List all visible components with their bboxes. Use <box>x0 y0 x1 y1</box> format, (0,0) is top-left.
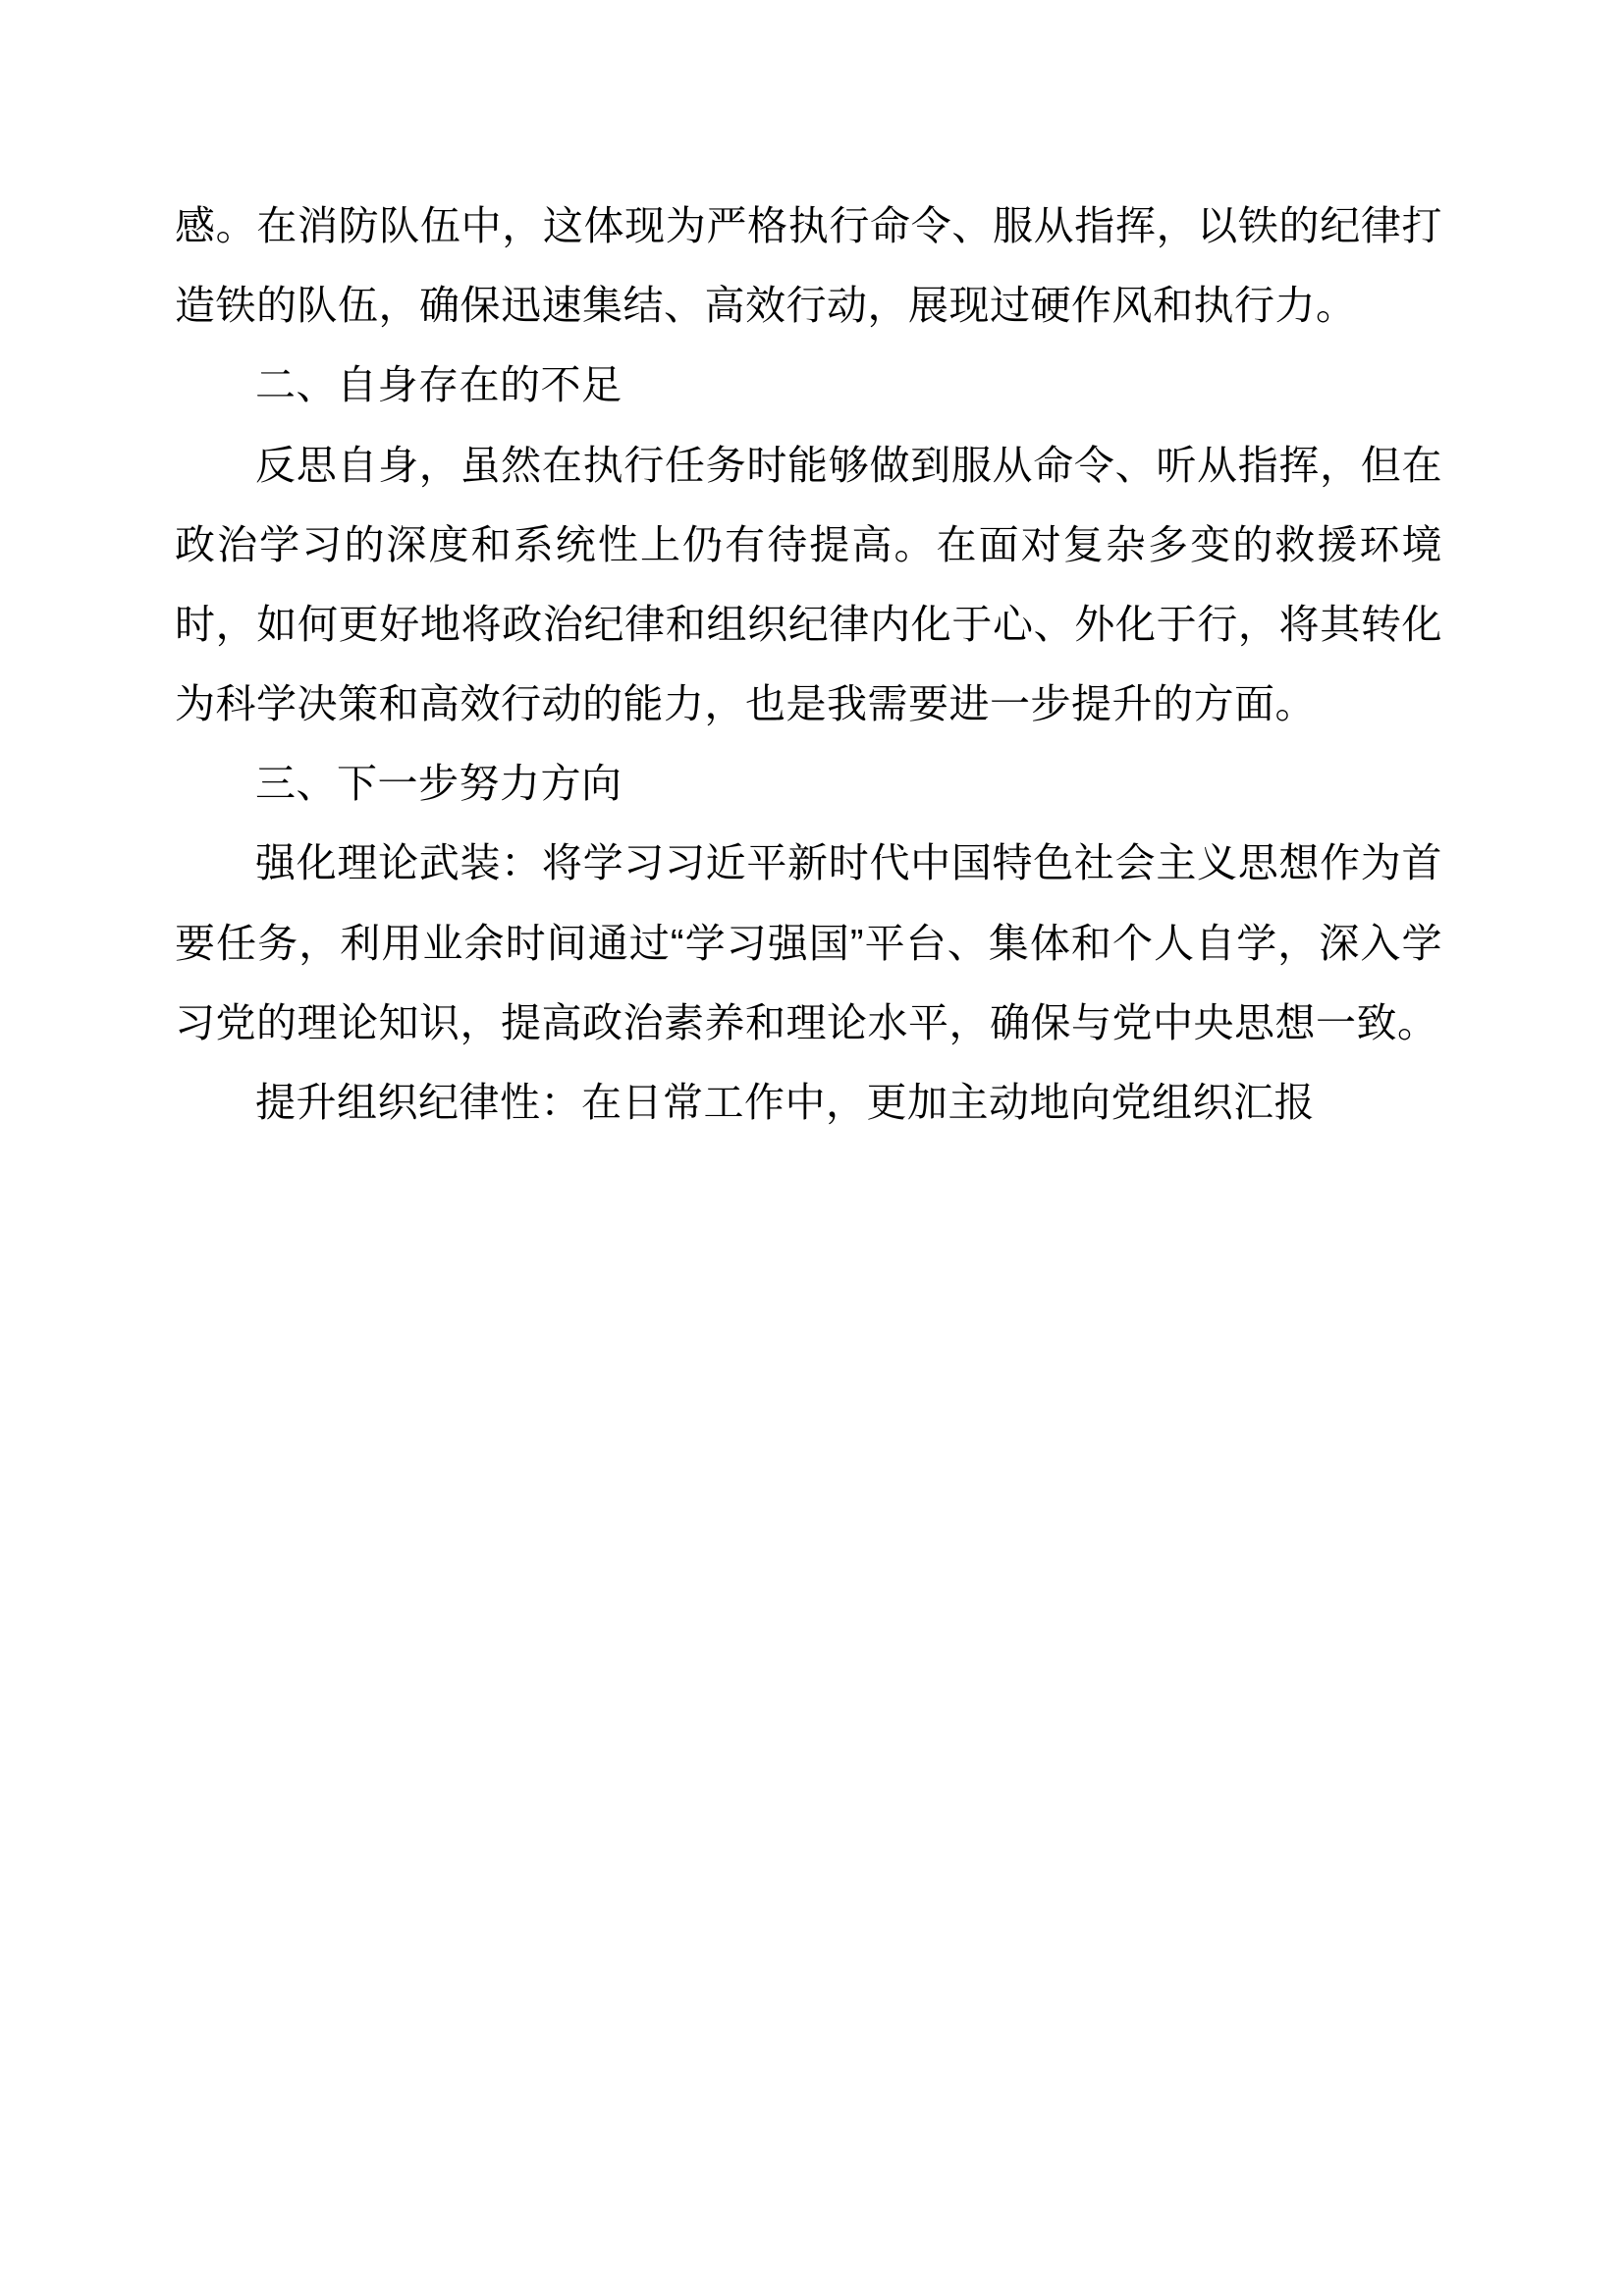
paragraph-self-reflection: 反思自身，虽然在执行任务时能够做到服从命令、听从指挥，但在政治学习的深度和系统性上仍有待提高。在面对复杂多变的救援环境时，如何更好地将政治纪律和组织纪律内化于心、外化于行，将其转化为科学决策和高效行动的能力，也是我需要进一步提升的方面。 <box>175 442 1442 727</box>
document-body <box>175 187 1442 1143</box>
paragraph-organization-discipline: 提升组织纪律性：在日常工作中，更加主动地向党组织汇报 <box>255 1079 1315 1125</box>
paragraph-continuation-discipline: 感。在消防队伍中，这体现为严格执行命令、服从指挥，以铁的纪律打造铁的队伍，确保迅速集结、高效行动，展现过硬作风和执行力。 <box>175 203 1442 329</box>
section-heading-three: 三、下一步努力方向 <box>255 761 623 807</box>
section-heading-two: 二、自身存在的不足 <box>255 362 623 408</box>
paragraph-theory-strengthening: 强化理论武装：将学习习近平新时代中国特色社会主义思想作为首要任务，利用业余时间通过“学习强国”平台、集体和个人自学，深入学习党的理论知识，提高政治素养和理论水平，确保与党中央思想一致。 <box>175 840 1442 1045</box>
